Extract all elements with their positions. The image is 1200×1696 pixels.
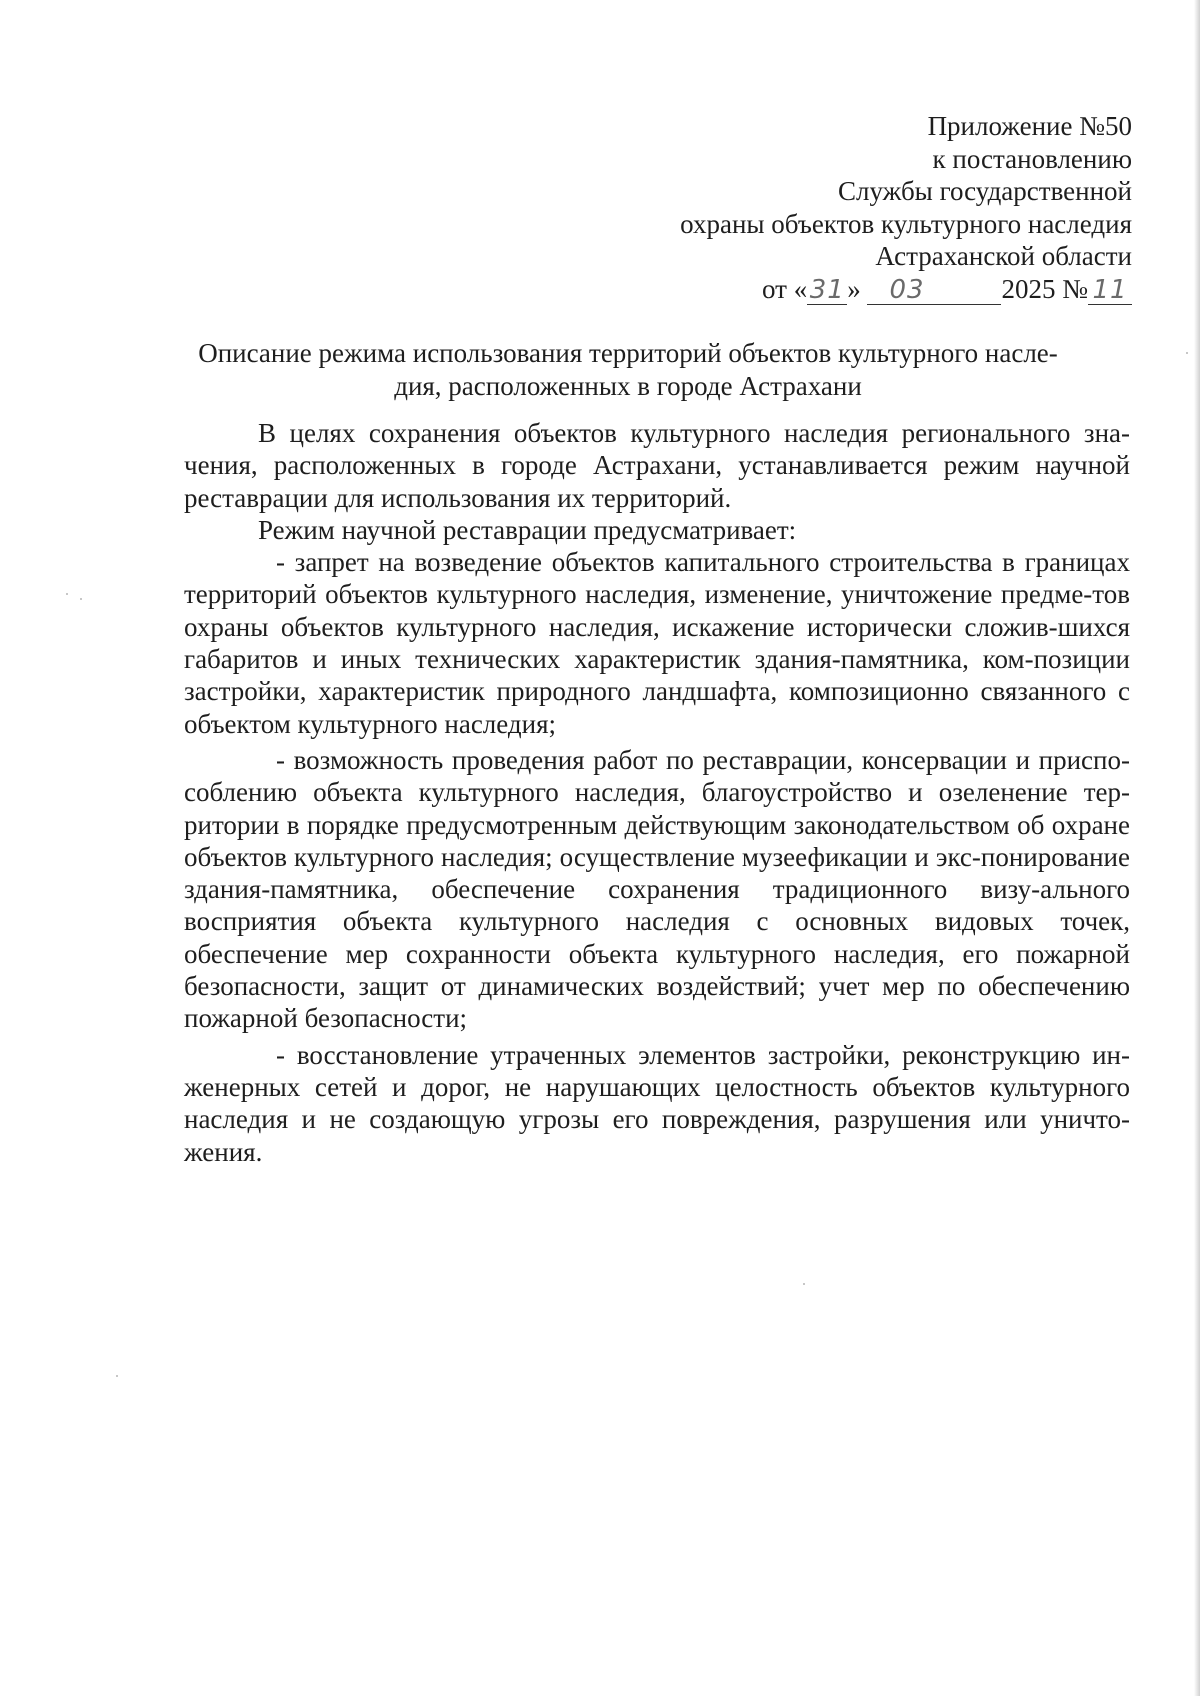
scan-speck bbox=[116, 1375, 118, 1377]
paragraph-regime-intro: Режим научной реставрации предусматривает: bbox=[258, 514, 797, 545]
document-body bbox=[184, 417, 1130, 1168]
date-day-handwritten: 31 bbox=[809, 274, 845, 305]
scan-edge-shadow bbox=[1194, 0, 1200, 1696]
appendix-service-name-cont: охраны объектов культурного наследия bbox=[680, 208, 1132, 239]
resolution-number-field bbox=[1088, 275, 1132, 305]
appendix-region: Астраханской области bbox=[875, 241, 1132, 271]
resolution-number-handwritten: 11 bbox=[1092, 274, 1128, 305]
paragraph-restoration: - восстановление утраченных элементов застройки, реконструкцию ин-женерных сетей и дорог, не нарушающих целостность объектов культурного наследия и не создающую угрозы его повреждения, разрушения или уничто-жения. bbox=[184, 1039, 1130, 1167]
date-month-handwritten: 03 bbox=[889, 274, 925, 305]
date-quote-close: » bbox=[847, 273, 861, 304]
appendix-to-resolution: к постановлению bbox=[932, 143, 1132, 174]
paragraph-prohibition: - запрет на возведение объектов капитального строительства в границах территорий объектов культурного наследия, изменение, уничтожение предме-тов охраны объектов культурного наследия, искажение исторически сложив-шихся габаритов и иных технических характеристик здания-памятника, ком-позиции застройки, характеристик природного ландшафта, композиционно связанного с объектом культурного наследия; bbox=[184, 547, 1130, 739]
date-day-field bbox=[807, 275, 847, 305]
date-year-label: 2025 № bbox=[1001, 273, 1088, 304]
document-title: Описание режима использования территорий объектов культурного насле-дия, расположенных в городе Астрахани bbox=[198, 338, 1058, 401]
paragraph-permitted-works: - возможность проведения работ по реставрации, консервации и приспо-соблению объекта культурного наследия, благоустройство и озеленение тер-ритории в порядке предусмотренным действующим законодательством об охране объектов культурного наследия; осуществление музеефикации и экс-понирование здания-памятника, обеспечение сохранения традиционного визу-ального восприятия объекта культурного наследия с основных видовых точек, обеспечение мер сохранности объекта культурного наследия, его пожарной безопасности, защит от динамических воздействий; учет мер по обеспечению пожарной безопасности; bbox=[184, 744, 1130, 1034]
date-month-field bbox=[867, 275, 1001, 305]
appendix-number: Приложение №50 bbox=[927, 111, 1132, 141]
scan-speck bbox=[803, 1283, 805, 1285]
scan-speck bbox=[66, 593, 68, 595]
resolution-date-line bbox=[572, 273, 1132, 306]
date-prefix: от « bbox=[762, 273, 808, 304]
appendix-header bbox=[572, 110, 1132, 305]
appendix-service-name: Службы государственной bbox=[838, 176, 1132, 206]
paragraph-purpose: В целях сохранения объектов культурного наследия регионального зна-чения, расположенных в городе Астрахани, устанавливается режим научной реставрации для использования их территорий. bbox=[184, 418, 1130, 513]
scan-speck bbox=[1186, 352, 1188, 354]
scan-speck bbox=[80, 598, 82, 600]
